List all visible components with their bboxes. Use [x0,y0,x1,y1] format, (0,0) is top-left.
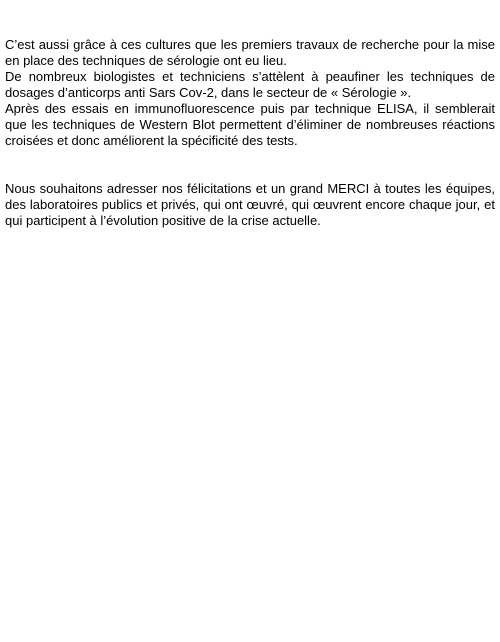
paragraph-thanks: Nous souhaitons adresser nos félicitations et un grand MERCI à toutes les équipes, des laboratoires publics et privés, qui ont œuvré, qui œuvrent encore chaque jour, et qui participent à l’évolution positive de la crise actuelle. [5,181,495,228]
paragraph-biologists: De nombreux biologistes et techniciens s’attèlent à peaufiner les techniques de dosages d’anticorps anti Sars Cov-2, dans le secteur de « Sérologie ». [5,69,495,100]
thanks-text-block [5,181,495,229]
paragraph-cultures: C’est aussi grâce à ces cultures que les premiers travaux de recherche pour la mise en place des techniques de sérologie ont eu lieu. [5,37,495,68]
research-text-block [5,37,495,149]
paragraph-western-blot: Après des essais en immunofluorescence puis par technique ELISA, il semblerait que les techniques de Western Blot permettent d’éliminer de nombreuses réactions croisées et donc améliorent la spécificité des tests. [5,101,495,148]
